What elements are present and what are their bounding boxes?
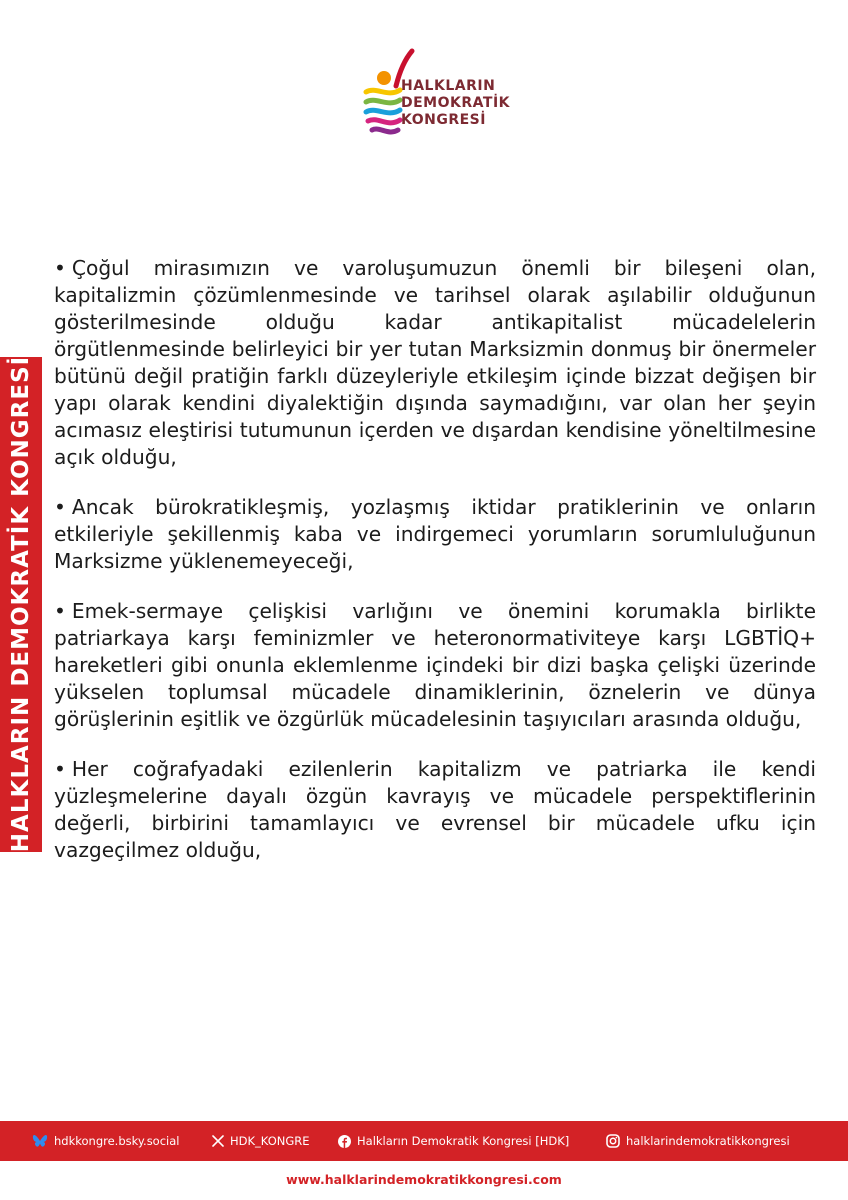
social-instagram[interactable] bbox=[606, 1121, 790, 1161]
facebook-icon bbox=[338, 1135, 351, 1148]
bullet-icon: • bbox=[54, 495, 66, 519]
logo-line-3: KONGRESİ bbox=[401, 112, 486, 128]
paragraph-text: Çoğul mirasımızın ve varoluşumuzun önemli bir bileşeni olan, kapitalizmin çözümlenmesinde ve tarihsel olarak aşılabilir olduğunun gösterilmesinde olduğu kadar antikapitalist mücadelelerin örgütlenmesinde belirleyici bir yer tutan Marksizmin donmuş bir önermeler bütünü değil pratiğin farklı düzeyleriyle etkileşim içinde bizzat değişen bir yapı olarak kendini diyalektiğin dışında saymadığını, var olan her şeyin acımasız eleştirisi tutumunun içerden ve dışardan kendisine yöneltilmesine açık olduğu, bbox=[54, 256, 816, 469]
paragraph-4 bbox=[54, 756, 816, 864]
instagram-icon bbox=[606, 1134, 620, 1148]
paragraph-1 bbox=[54, 255, 816, 471]
social-bluesky[interactable] bbox=[32, 1121, 179, 1161]
side-banner-label: HALKLARIN DEMOKRATİK KONGRESİ bbox=[8, 355, 34, 853]
paragraph-3 bbox=[54, 598, 816, 733]
social-x[interactable] bbox=[212, 1121, 310, 1161]
bullet-icon: • bbox=[54, 599, 66, 623]
paragraph-2 bbox=[54, 494, 816, 575]
footer-social-bar bbox=[0, 1121, 848, 1161]
main-content bbox=[54, 255, 816, 887]
logo-line-1: HALKLARIN bbox=[401, 78, 496, 94]
bullet-icon: • bbox=[54, 757, 66, 781]
social-facebook[interactable] bbox=[338, 1121, 569, 1161]
x-icon bbox=[212, 1135, 224, 1147]
social-label: hdkkongre.bsky.social bbox=[54, 1134, 180, 1148]
paragraph-text: Her coğrafyadaki ezilenlerin kapitalizm ve patriarka ile kendi yüzleşmelerine dayalı özgün kavrayış ve mücadele perspektiflerinin değerli, birbirini tamamlayıcı ve evrensel bir mücadele ufku için vazgeçilmez olduğu, bbox=[54, 757, 816, 862]
logo-line-2: DEMOKRATİK bbox=[401, 95, 511, 111]
social-label: HDK_KONGRE bbox=[230, 1134, 310, 1148]
logo-text bbox=[401, 78, 510, 129]
social-label: Halkların Demokratik Kongresi [HDK] bbox=[357, 1134, 570, 1148]
bluesky-icon bbox=[32, 1134, 48, 1148]
website-link[interactable]: www.halklarindemokratikkongresi.com bbox=[286, 1172, 562, 1187]
bullet-icon: • bbox=[54, 256, 66, 280]
paragraph-text: Emek-sermaye çelişkisi varlığını ve önemini korumakla birlikte patriarkaya karşı feminizmler ve heteronormativiteye karşı LGBTİQ+ hareketleri gibi onunla eklemlenme içindeki bir dizi başka çelişki üzerinde yükselen toplumsal mücadele dinamiklerinin, öznelerin ve dünya görüşlerinin eşitlik ve özgürlük mücadelesinin taşıyıcıları arasında olduğu, bbox=[54, 599, 816, 731]
paragraph-text: Ancak bürokratikleşmiş, yozlaşmış iktidar pratiklerinin ve onların etkileriyle şekillenmiş kaba ve indirgemeci yorumların sorumluluğunun Marksizme yüklenemeyeceği, bbox=[54, 495, 816, 573]
social-label: halklarindemokratikkongresi bbox=[626, 1134, 790, 1148]
